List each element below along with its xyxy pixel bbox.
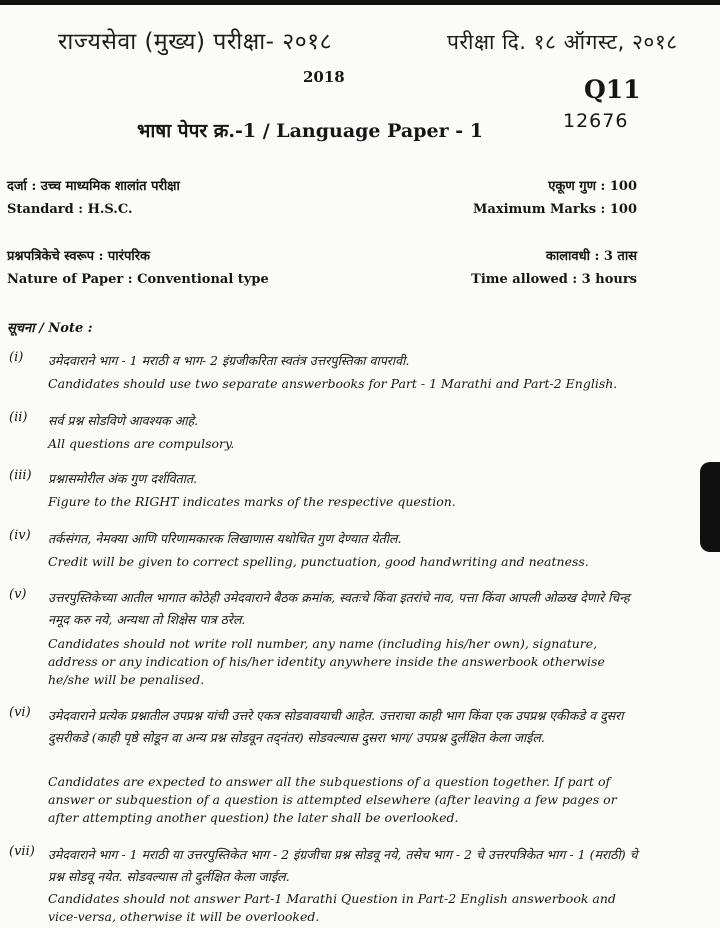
note-marathi: सर्व प्रश्न सोडविणे आवश्यक आहे. xyxy=(48,413,199,428)
note-number: (iii) xyxy=(9,468,32,483)
note-marathi: उमेदवाराने प्रत्येक प्रश्नातील उपप्रश्न यांची उत्तरे एकत्र सोडवावयाची आहेत. उत्तराचा काही भाग किंवा एक उपप्रश्न एकीकडे व दुसरा दुसरीकडे (काही पृष्ठे सोडून वा अन्य प्रश्न सोडवून तद्नंतर) सोडवल्यास दुसरा भाग/ उपप्रश्न दुर्लक्षित केला जाईल. xyxy=(48,708,624,745)
note-english: Figure to the RIGHT indicates marks of the respective question. xyxy=(48,494,456,509)
nature-en: Nature of Paper : Conventional type xyxy=(7,272,269,287)
note-marathi: उमेदवाराने भाग - 1 मराठी या उत्तरपुस्तिकेत भाग - 2 इंग्रजीचा प्रश्न सोडवू नये, तसेच भाग - 2 चे उत्तरपत्रिकेत भाग - 1 (मराठी) चे प्रश्न सोडवू नयेत. सोडवल्यास तो दुर्लक्षित केला जाईल. xyxy=(48,847,638,884)
note-marathi: उमेदवाराने भाग - 1 मराठी व भाग- 2 इंग्रजीकरिता स्वतंत्र उत्तरपुस्तिका वापरावी. xyxy=(48,353,410,368)
standard-row-mr xyxy=(7,176,637,194)
standard-mr: दर्जा : उच्च माध्यमिक शालांत परीक्षा xyxy=(7,179,180,194)
handwritten-exam-date: परीक्षा दि. १८ ऑगस्ट, २०१८ xyxy=(447,30,678,54)
top-border-rule xyxy=(0,0,720,5)
nature-mr: प्रश्नपत्रिकेचे स्वरूप : पारंपरिक xyxy=(7,249,151,264)
note-number: (iv) xyxy=(9,528,31,543)
note-marathi: प्रश्नासमोरील अंक गुण दर्शवितात. xyxy=(48,471,198,486)
exam-year: 2018 xyxy=(303,68,345,86)
standard-row-en xyxy=(7,202,637,217)
note-marathi: उत्तरपुस्तिकेच्या आतील भागात कोठेही उमेदवाराने बैठक क्रमांक, स्वतःचे किंवा इतरांचे नाव, पत्ता किंवा आपली ओळख देणारे चिन्ह नमूद करु नये, अन्यथा तो शिक्षेस पात्र ठरेल. xyxy=(48,590,630,627)
note-english: Candidates should use two separate answerbooks for Part - 1 Marathi and Part-2 English. xyxy=(48,376,618,391)
time-allowed-en: Time allowed : 3 hours xyxy=(471,272,637,287)
paper-number: 12676 xyxy=(563,110,629,132)
duration-mr: कालावधी : 3 तास xyxy=(545,249,637,264)
note-number: (ii) xyxy=(9,410,28,425)
note-marathi: तर्कसंगत, नेमक्या आणि परिणामकारक लिखाणास यथोचित गुण देण्यात येतील. xyxy=(48,531,402,546)
total-marks-mr: एकूण गुण : 100 xyxy=(548,179,637,194)
note-english: Candidates should not answer Part-1 Marathi Question in Part-2 English answerbook and vice-versa, otherwise it will be overlooked. xyxy=(48,891,616,924)
note-number: (vi) xyxy=(9,705,31,720)
note-number: (v) xyxy=(9,587,27,602)
note-heading: सूचना / Note : xyxy=(7,321,93,336)
handwritten-exam-name: राज्यसेवा (मुख्य) परीक्षा- २०१८ xyxy=(58,29,333,55)
note-number: (vii) xyxy=(9,844,35,859)
nature-row-mr xyxy=(7,246,637,264)
binder-tab-mark xyxy=(700,462,720,552)
note-english: Candidates are expected to answer all the subquestions of a question together. If part of answer or subquestion of a question is attempted elsewhere (after leaving a few pages or after attempting another question) the later shall be overlooked. xyxy=(48,774,617,825)
paper-title: भाषा पेपर क्र.-1 / Language Paper - 1 xyxy=(137,120,483,142)
note-english: All questions are compulsory. xyxy=(48,436,235,451)
max-marks-en: Maximum Marks : 100 xyxy=(473,202,637,217)
note-english: Credit will be given to correct spelling, punctuation, good handwriting and neatness. xyxy=(48,554,589,569)
question-code: Q11 xyxy=(584,75,641,104)
note-number: (i) xyxy=(9,350,24,365)
nature-row-en xyxy=(7,272,637,287)
standard-en: Standard : H.S.C. xyxy=(7,202,133,217)
note-english: Candidates should not write roll number, any name (including his/her own), signature, address or any indication of his/her identity anywhere inside the answerbook otherwise he/she will be penalised. xyxy=(48,636,605,687)
